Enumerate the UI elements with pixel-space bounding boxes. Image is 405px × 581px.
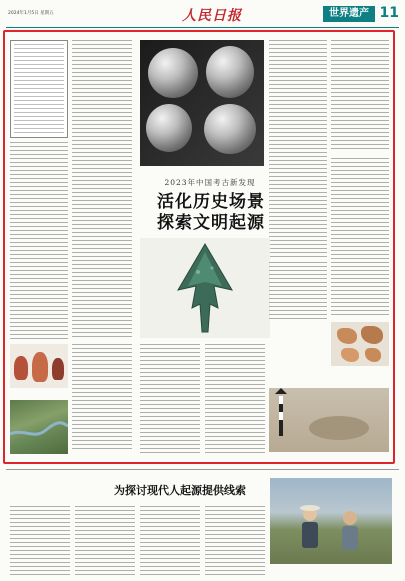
researchers-caption — [272, 566, 392, 576]
shard — [365, 348, 381, 362]
researchers-photo — [270, 478, 392, 564]
scale-bar-icon — [269, 388, 389, 452]
article-column-7 — [140, 344, 200, 454]
lower-column-3 — [140, 506, 200, 576]
article-column-2 — [72, 40, 132, 340]
editor-note-box — [10, 40, 68, 138]
section-badge: 世界遗产 — [323, 6, 375, 22]
article-column-3 — [269, 40, 327, 258]
main-headline-line-1: 活化历史场景 — [157, 192, 265, 212]
pottery-shards-photo — [331, 322, 389, 366]
section-divider — [6, 469, 399, 470]
pottery-caption — [12, 390, 68, 398]
crystal-caption — [142, 168, 262, 176]
page-header — [6, 4, 399, 26]
note-text — [14, 44, 64, 134]
pottery-photo — [10, 344, 68, 388]
article-column-9 — [269, 262, 327, 322]
newspaper-logo: 人民日报 — [182, 8, 242, 24]
crystal-ball — [204, 104, 256, 154]
header-divider — [6, 27, 399, 28]
article-column-5 — [331, 158, 389, 318]
shard — [341, 348, 359, 362]
shard — [337, 328, 357, 344]
article-column-1 — [10, 142, 68, 340]
excavation-site-photo — [269, 388, 389, 452]
main-article-kicker: 2023年中国考古新发现 — [164, 178, 256, 187]
lower-column-1 — [10, 506, 70, 576]
lower-headline: 为探讨现代人起源提供线索 — [114, 484, 246, 497]
aerial-site-photo — [10, 400, 68, 454]
crystal-ball — [206, 46, 254, 98]
clay-pot — [52, 358, 64, 380]
lower-column-2 — [75, 506, 135, 576]
main-headline-line-2: 探索文明起源 — [157, 213, 265, 233]
crystal-ball — [146, 104, 192, 152]
shard — [361, 326, 383, 344]
crystal-ball — [148, 48, 198, 98]
excavation-caption — [275, 455, 385, 461]
crystal-artifacts-photo — [140, 40, 264, 166]
spearhead-icon — [140, 238, 270, 338]
article-column-6 — [72, 344, 132, 452]
page-number: 11 — [379, 5, 399, 21]
river-icon — [10, 400, 68, 454]
article-column-4 — [331, 40, 389, 150]
dateline: 2024年1月5日 星期五 — [8, 11, 54, 16]
people-icon — [270, 478, 392, 564]
article-column-8 — [205, 344, 265, 454]
clay-pot — [32, 352, 48, 382]
bronze-spearhead-photo — [140, 238, 270, 338]
clay-pot — [14, 356, 28, 380]
lower-column-4 — [205, 506, 265, 576]
